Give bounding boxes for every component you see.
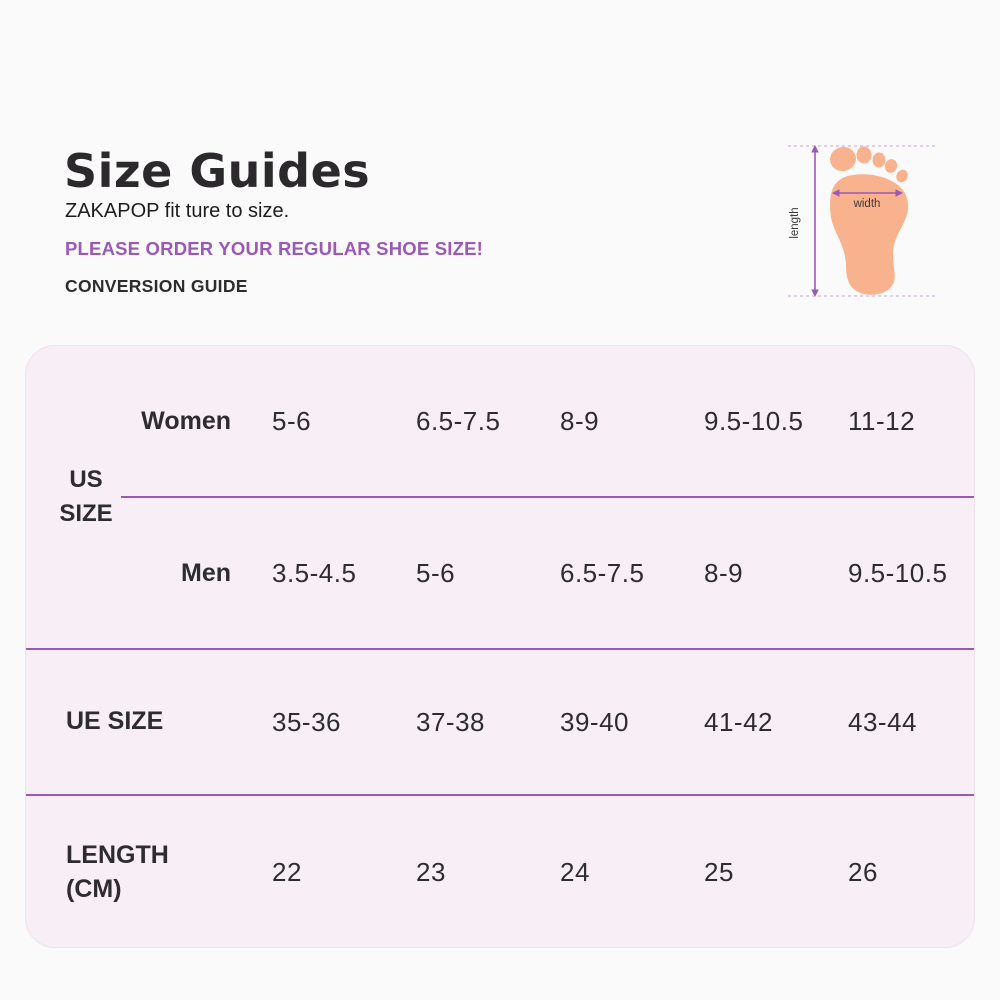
table-row-ue-size — [26, 650, 974, 794]
conversion-guide-heading: CONVERSION GUIDE — [65, 276, 248, 296]
men-row-label: Men — [181, 558, 231, 587]
length-cm-label — [26, 839, 256, 907]
width-label: width — [853, 198, 881, 210]
foot-icon — [828, 145, 910, 295]
foot-measurement-diagram — [780, 135, 940, 305]
length-value: 24 — [560, 857, 590, 887]
length-arrow — [811, 145, 819, 297]
us-size-label: US SIZE — [59, 466, 113, 527]
men-size-value: 8-9 — [704, 557, 744, 588]
women-size-value: 6.5-7.5 — [416, 405, 501, 436]
men-size-value: 9.5-10.5 — [848, 557, 948, 588]
ue-size-value: 43-44 — [848, 706, 917, 737]
ue-size-value: 37-38 — [416, 706, 485, 737]
fit-note-text: ZAKAPOP fit ture to size. — [65, 200, 290, 222]
table-row-women — [26, 346, 974, 496]
us-size-section — [26, 346, 974, 648]
ue-size-label-text: UE SIZE — [66, 707, 164, 736]
men-size-value: 6.5-7.5 — [560, 557, 645, 588]
order-notice-text: PLEASE ORDER YOUR REGULAR SHOE SIZE! — [65, 238, 484, 259]
women-size-value: 8-9 — [560, 405, 600, 436]
length-value: 22 — [272, 857, 302, 887]
ue-size-label — [26, 705, 256, 739]
size-conversion-table — [25, 345, 975, 948]
ue-size-value: 41-42 — [704, 706, 773, 737]
women-row-label: Women — [141, 406, 231, 435]
length-label: length — [789, 207, 801, 239]
table-row-men — [26, 498, 974, 648]
page-title: Size Guides — [64, 143, 371, 198]
length-value: 25 — [704, 857, 734, 887]
men-size-value: 3.5-4.5 — [272, 557, 357, 588]
women-size-value: 5-6 — [272, 405, 312, 436]
table-row-length — [26, 796, 974, 948]
women-size-value: 9.5-10.5 — [704, 405, 804, 436]
length-value: 23 — [416, 857, 446, 887]
length-value: 26 — [848, 857, 878, 887]
ue-size-value: 35-36 — [272, 706, 341, 737]
length-cm-label-text: LENGTH (CM) — [66, 840, 169, 903]
ue-size-value: 39-40 — [560, 706, 629, 737]
women-size-value: 11-12 — [848, 405, 916, 436]
men-size-value: 5-6 — [416, 557, 456, 588]
